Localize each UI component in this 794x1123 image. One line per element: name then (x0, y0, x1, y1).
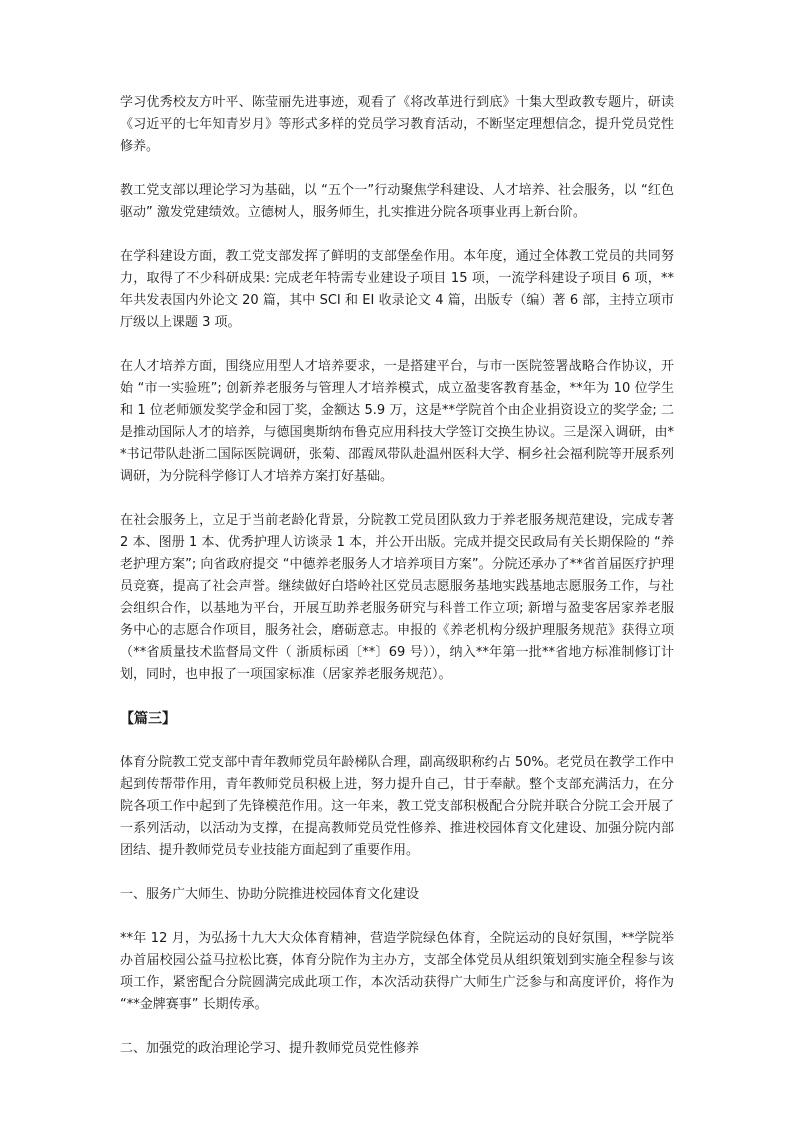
section-heading-one: 一、服务广大师生、协助分院推进校园体育文化建设 (120, 887, 420, 902)
paragraph-party-branch-overview: 教工党支部以理论学习为基础，以 “五个一”行动聚焦学科建设、人才培养、社会服务，以 “红色驱动” 激发党建绩效。立德树人，服务师生，扎实推进分院各项事业再上新台阶。 (120, 183, 674, 220)
paragraph-discipline-construction: 在学科建设方面，教工党支部发挥了鲜明的支部堡垒作用。本年度，通过全体教工党员的共同努力，取得了不少科研成果: 完成老年特需专业建设子项目 15 项，一流学科建设子项目 6 项，**年共发表国内外论文 20 篇，其中 SCI 和 EI 收录论文 4 篇，出版专（编）著 6 部，主持立项市厅级以上课题 3 项。 (120, 249, 674, 330)
section-heading-two: 二、加强党的政治理论学习、提升教师党员党性修养 (120, 1041, 420, 1056)
paragraph-marathon-event: **年 12 月，为弘扬十九大大众体育精神，营造学院绿色体育，全院运动的良好氛围，**学院举办首届校园公益马拉松比赛，体育分院作为主办方，支部全体党员从组织策划到实施全程参与该项工作，紧密配合分院圆满完成此项工作，本次活动获得广大师生广泛参与和高度评价，将作为 “**金牌赛事” 长期传承。 (120, 931, 674, 1012)
paragraph-study-activities: 学习优秀校友方叶平、陈莹丽先进事迹，观看了《将改革进行到底》十集大型政教专题片，研读《习近平的七年知青岁月》等形式多样的党员学习教育活动，不断坚定理想信念，提升党员党性修养。 (120, 95, 674, 154)
paragraph-talent-cultivation: 在人才培养方面，围绕应用型人才培养要求，一是搭建平台，与市一医院签署战略合作协议，开始 “市一实验班”; 创新养老服务与管理人才培养模式，成立盈斐客教育基金，**年为 10 位学生和 1 位老师颁发奖学金和园丁奖，金额达 5.9 万，这是**学院首个由企业捐资设立的奖学金; 二是推动国际人才的培养，与德国奥斯纳布鲁克应用科技大学签订交换生协议。三是深入调研，由**书记带队赴浙二国际医院调研，张菊、邵霞凤带队赴温州医科大学、桐乡社会福利院等开展系列调研，为分院科学修订人才培养方案打好基础。 (120, 359, 674, 484)
paragraph-social-service: 在社会服务上，立足于当前老龄化背景，分院教工党员团队致力于养老服务规范建设，完成专著 2 本、图册 1 本、优秀护理人访谈录 1 本，并公开出版。完成并提交民政局有关长期保险的 “养老护理方案”; 向省政府提交 “中德养老服务人才培养项目方案”。分院还承办了**省首届医疗护理员竞赛，提高了社会声誉。继续做好白塔岭社区党员志愿服务基地实践基地志愿服务工作，与社会组织合作，以基地为平台，开展互助养老服务研究与科普工作立项; 新增与盈斐客居家养老服务中心的志愿合作项目，服务社会，磨砺意志。申报的《养老机构分级护理服务规范》获得立项（**省质量技术监督局文件（ 浙质标函〔**〕69 号）），纳入**年第一批**省地方标准制修订计划，同时，也申报了一项国家标准（居家养老服务规范）。 (120, 513, 674, 682)
section-heading-pian3: 【篇三】 (120, 711, 176, 727)
paragraph-sports-branch-overview: 体育分院教工党支部中青年教师党员年龄梯队合理，副高级职称约占 50%。老党员在教学工作中起到传帮带作用，青年教师党员积极上进，努力提升自己，甘于奉献。整个支部充满活力，在分院各项工作中起到了先锋模范作用。这一年来，教工党支部积极配合分院并联合分院工会开展了一系列活动，以活动为支撑，在提高教师党员党性修养、推进校园体育文化建设、加强分院内部团结、提升教师党员专业技能方面起到了重要作用。 (120, 755, 674, 858)
